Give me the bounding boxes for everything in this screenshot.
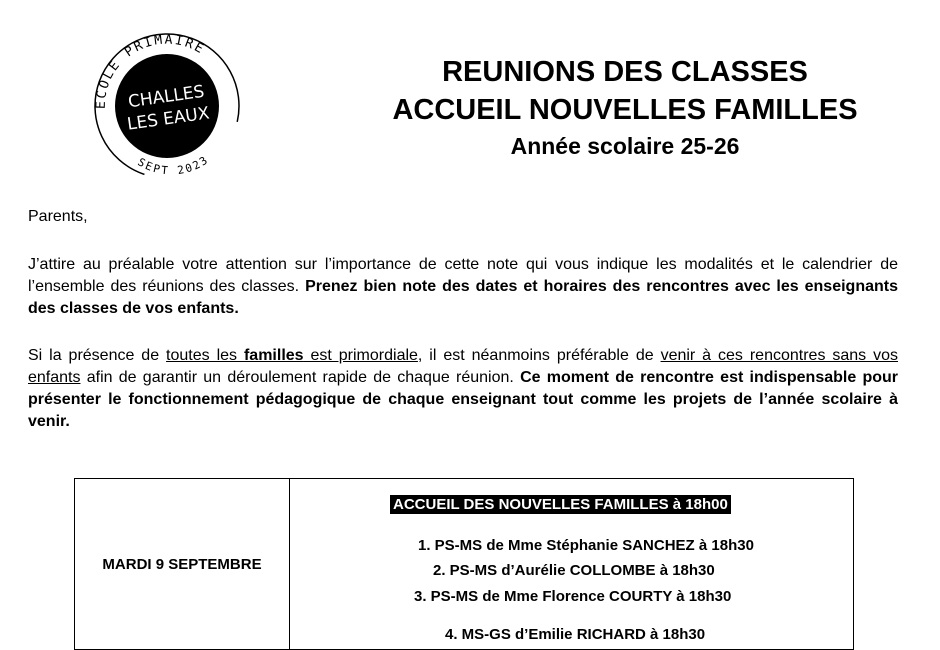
logo-center-line1: CHALLES <box>126 81 206 113</box>
subtitle: Année scolaire 25-26 <box>510 133 740 159</box>
logo-arc-top: ECOLE PRIMAIRE <box>93 32 208 110</box>
class-item-4: 4. MS-GS d’Emilie RICHARD à 18h30 <box>445 626 706 643</box>
logo-arc-bottom: SEPT 2023 <box>135 152 212 178</box>
p2-text-b: , il est néanmoins préférable de <box>417 347 661 364</box>
p2-u1-end: est primordiale <box>303 347 418 364</box>
paragraph-notice-text: J’attire au préalable votre attention sur l’importance de cette note qui vous indique les modalités et le calendrier de l’ensemble des réunions des classes. <box>28 256 898 295</box>
class-item-1: 1. PS-MS de Mme Stéphanie SANCHEZ à 18h30 <box>418 537 754 554</box>
schedule-day: MARDI 9 SEPTEMBRE <box>75 479 290 650</box>
p2-u1-text: toutes les <box>166 347 244 364</box>
schedule-details <box>290 479 854 650</box>
paragraph-notice <box>28 254 898 320</box>
title-line1: REUNIONS DES CLASSES <box>442 56 808 88</box>
p2-underline-1 <box>166 347 418 364</box>
title-line2: ACCUEIL NOUVELLES FAMILLES <box>392 94 858 126</box>
p2-bold: Ce moment de rencontre est indispensable pour présenter le fonctionnement pédagogique de chaque enseignant tout comme les projets de l’année scolaire à venir. <box>28 369 899 430</box>
paragraph-attendance <box>28 345 898 433</box>
p2-underline-2: venir à ces rencontres sans vos enfants <box>28 347 899 386</box>
school-logo <box>75 14 255 184</box>
class-item-2: 2. PS-MS d’Aurélie COLLOMBE à 18h30 <box>433 562 715 579</box>
class-item-3: 3. PS-MS de Mme Florence COURTY à 18h30 <box>414 588 732 605</box>
schedule-table <box>74 478 854 650</box>
logo-center-line2: LES EAUX <box>125 103 211 135</box>
table-row <box>75 479 854 650</box>
p2-text-a: Si la présence de <box>28 347 167 364</box>
salutation: Parents, <box>28 208 88 225</box>
p2-u1-bold: familles <box>243 347 304 364</box>
p2-text-c: afin de garantir un déroulement rapide de chaque réunion. <box>80 369 521 386</box>
welcome-banner: ACCUEIL DES NOUVELLES FAMILLES à 18h00 <box>390 495 731 514</box>
paragraph-notice-bold: Prenez bien note des dates et horaires des rencontres avec les enseignants des classes de vos enfants. <box>28 278 898 317</box>
